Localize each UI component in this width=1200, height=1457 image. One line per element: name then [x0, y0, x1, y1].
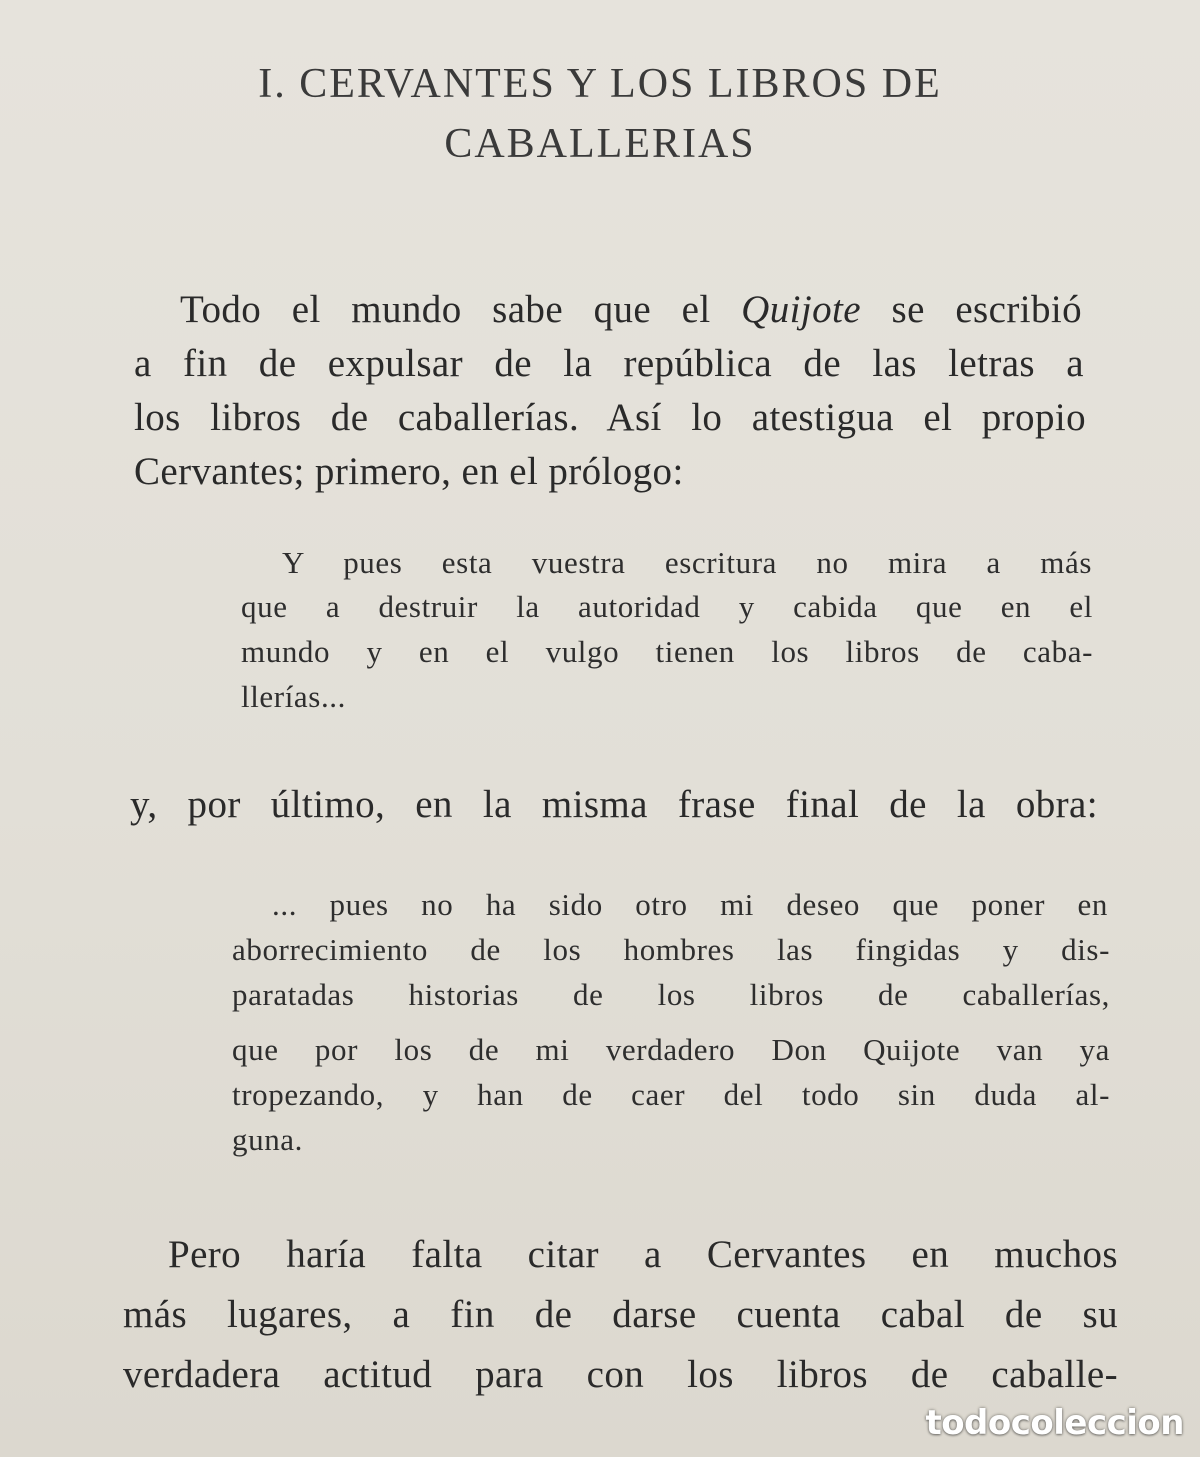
quote-2-line-1: ... pues no ha sido otro mi deseo que poner en [272, 887, 1108, 922]
book-title-italic: Quijote [741, 288, 861, 331]
quote-2-line-6: guna. [232, 1122, 304, 1157]
chapter-title-line-2: CABALLERIAS [444, 121, 756, 167]
quote-2-line-2: aborrecimiento de los hombres las fingidas y dis- [232, 932, 1110, 967]
paragraph-1-line-4: Cervantes; primero, en el prólogo: [134, 450, 684, 493]
quote-1-line-3: mundo y en el vulgo tienen los libros de caba- [241, 634, 1093, 669]
paragraph-2-line-1: y, por último, en la misma frase final de la obra: [130, 783, 1098, 826]
quote-2-line-5: tropezando, y han de caer del todo sin duda al- [232, 1077, 1110, 1112]
quote-1-line-1: Y pues esta vuestra escritura no mira a más [282, 545, 1092, 580]
quote-2-line-4: que por los de mi verdadero Don Quijote van ya [232, 1032, 1110, 1067]
watermark-logo: todocoleccion [925, 1403, 1184, 1443]
paragraph-1-line-2: a fin de expulsar de la república de las letras a [134, 342, 1084, 385]
quote-1-line-4: llerías... [241, 679, 346, 714]
quote-1-line-2: que a destruir la autoridad y cabida que en el [241, 589, 1093, 624]
paragraph-1-line-3: los libros de caballerías. Así lo atestigua el propio [134, 396, 1086, 439]
quote-2-line-3: paratadas historias de los libros de caballerías, [232, 977, 1110, 1012]
chapter-title-line-1: I. CERVANTES Y LOS LIBROS DE [258, 61, 942, 107]
paragraph-3-line-1: Pero haría falta citar a Cervantes en muchos [168, 1233, 1118, 1276]
paragraph-3-line-2: más lugares, a fin de darse cuenta cabal de su [123, 1293, 1118, 1336]
paragraph-3-line-3: verdadera actitud para con los libros de caballe- [123, 1353, 1118, 1396]
paragraph-1-line-1: Todo el mundo sabe que el Quijote se escribió [180, 288, 1083, 331]
